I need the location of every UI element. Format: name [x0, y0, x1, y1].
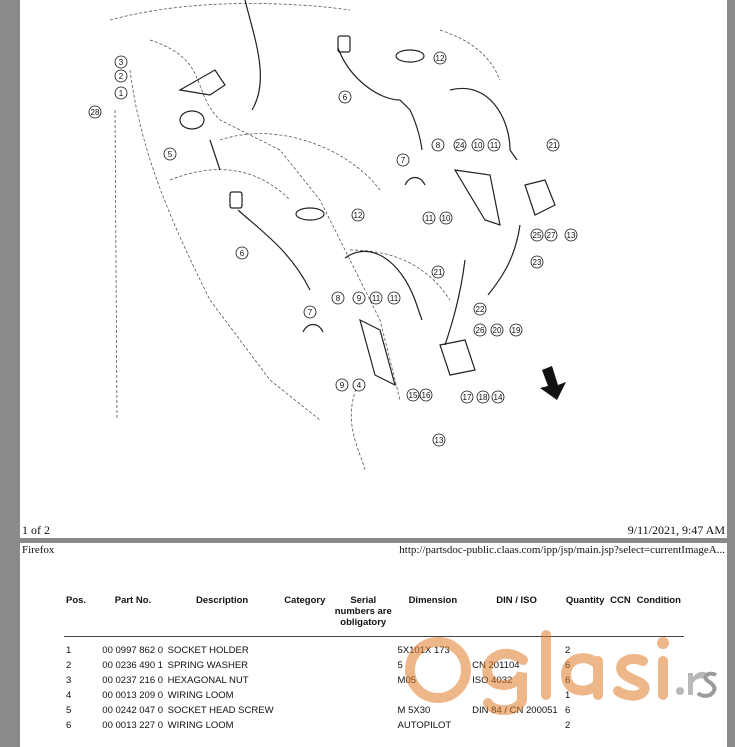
svg-text:10: 10 — [441, 214, 451, 223]
svg-text:9: 9 — [356, 294, 362, 303]
svg-text:11: 11 — [389, 294, 399, 303]
svg-text:13: 13 — [566, 231, 576, 240]
svg-text:6: 6 — [342, 93, 348, 102]
table-header-row — [64, 591, 684, 637]
svg-text:24: 24 — [455, 141, 465, 150]
svg-text:6: 6 — [239, 249, 245, 258]
svg-text:27: 27 — [546, 231, 556, 240]
svg-text:9: 9 — [339, 381, 345, 390]
svg-text:12: 12 — [353, 211, 363, 220]
svg-text:16: 16 — [421, 391, 431, 400]
table-row: 4 00 0013 209 0 WIRING LOOM 1 — [66, 690, 571, 701]
svg-text:8: 8 — [335, 294, 341, 303]
svg-text:8: 8 — [435, 141, 441, 150]
svg-text:26: 26 — [475, 326, 485, 335]
svg-text:15: 15 — [408, 391, 418, 400]
callout-labels — [91, 54, 576, 445]
table-row: 2 00 0236 490 1 SPRING WASHER 5 CN 201104 6 — [66, 660, 571, 671]
viewer-frame-right — [727, 0, 735, 747]
print-datetime-footer: 9/11/2021, 9:47 AM — [627, 523, 725, 537]
svg-text:11: 11 — [371, 294, 381, 303]
col-serial: Serial numbers are obligatory — [331, 591, 396, 637]
col-quantity: Quantity — [563, 591, 607, 637]
parts-table — [64, 591, 684, 733]
svg-text:14: 14 — [493, 393, 503, 402]
svg-text:5: 5 — [167, 150, 173, 159]
svg-text:20: 20 — [492, 326, 502, 335]
col-pos: Pos. — [64, 591, 100, 637]
col-part-no: Part No. — [100, 591, 165, 637]
col-dimension: Dimension — [396, 591, 471, 637]
pdf-page-1 — [20, 0, 727, 538]
table-row: 5 00 0242 047 0 SOCKET HEAD SCREW M 5X30 DIN 84 / CN 200051 6 — [66, 705, 571, 716]
svg-text:7: 7 — [400, 156, 406, 165]
svg-text:11: 11 — [489, 141, 499, 150]
svg-text:3: 3 — [118, 58, 124, 67]
col-condition: Condition — [634, 591, 684, 637]
col-din-iso: DIN / ISO — [470, 591, 563, 637]
pdf-page-2 — [20, 543, 727, 747]
svg-text:12: 12 — [435, 54, 445, 63]
print-header-url: http://partsdoc-public.claas.com/ipp/jsp/main.jsp?select=currentImageA... — [399, 544, 725, 556]
svg-text:21: 21 — [433, 268, 443, 277]
svg-text:11: 11 — [424, 214, 434, 223]
parts-diagram — [20, 0, 727, 520]
col-description: Description — [166, 591, 279, 637]
table-row: 3 00 0237 216 0 HEXAGONAL NUT M05 ISO 4032 6 — [66, 675, 571, 686]
svg-text:22: 22 — [475, 305, 485, 314]
svg-text:18: 18 — [478, 393, 488, 402]
svg-text:1: 1 — [118, 89, 124, 98]
print-header-app: Firefox — [22, 544, 55, 556]
table-row: 6 00 0013 227 0 WIRING LOOM AUTOPILOT 2 — [66, 720, 571, 731]
svg-text:28: 28 — [90, 108, 100, 117]
viewer-frame-left — [0, 0, 20, 747]
svg-text:10: 10 — [473, 141, 483, 150]
svg-text:13: 13 — [434, 436, 444, 445]
col-category: Category — [279, 591, 331, 637]
svg-text:21: 21 — [548, 141, 558, 150]
svg-text:25: 25 — [532, 231, 542, 240]
svg-text:17: 17 — [462, 393, 472, 402]
svg-text:7: 7 — [307, 308, 313, 317]
svg-text:4: 4 — [356, 381, 362, 390]
svg-text:19: 19 — [511, 326, 521, 335]
svg-text:2: 2 — [118, 72, 124, 81]
svg-text:23: 23 — [532, 258, 542, 267]
table-row: 1 00 0997 862 0 SOCKET HOLDER 5X101X 173 2 — [66, 645, 571, 656]
col-ccn: CCN — [607, 591, 633, 637]
page-number-footer: 1 of 2 — [22, 523, 50, 537]
